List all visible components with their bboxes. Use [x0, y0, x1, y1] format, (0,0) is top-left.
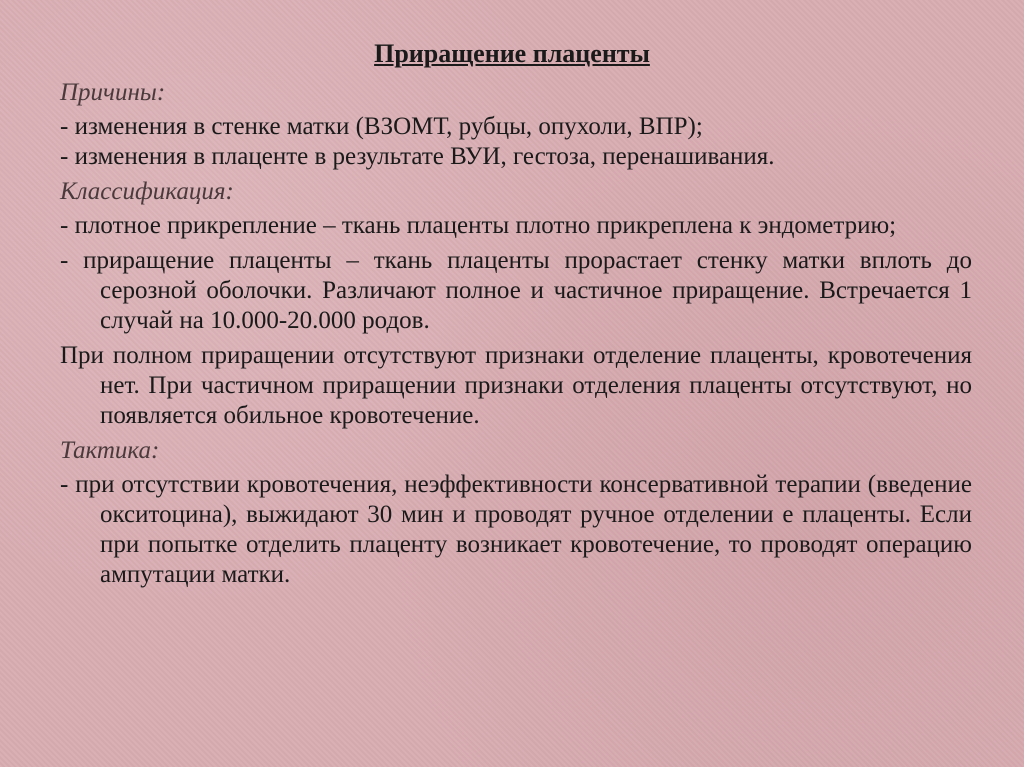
classification-note: При полном приращении отсутствуют признаки отделение плаценты, кровотечения нет. При частичном приращении признаки отделения плаценты отсутствуют, но появляется обильное кровотечение.: [60, 342, 972, 429]
slide-title: Приращение плаценты: [374, 39, 650, 68]
cause-item: - изменения в стенке матки (ВЗОМТ, рубцы, опухоли, ВПР);: [60, 113, 703, 140]
classification-item: - приращение плаценты – ткань плаценты прорастает стенку матки вплоть до серозной оболочки. Различают полное и частичное приращение. Встречается 1 случай на 10.000-20.000 родов.: [60, 247, 972, 334]
heading-classification: Классификация:: [60, 178, 234, 205]
heading-causes: Причины:: [60, 79, 166, 106]
cause-item: - изменения в плаценте в результате ВУИ, гестоза, перенашивания.: [60, 143, 775, 170]
slide-body: [60, 78, 972, 595]
heading-tactics: Тактика:: [60, 437, 160, 464]
tactics-item: - при отсутствии кровотечения, неэффективности консервативной терапии (введение окситоцина), выжидают 30 мин и проводят ручное отделении е плаценты. Если при попытке отделить плаценту возникает кровотечение, то проводят операцию ампутации матки.: [60, 471, 972, 588]
classification-item: - плотное прикрепление – ткань плаценты плотно прикреплена к эндометрию;: [60, 212, 897, 239]
